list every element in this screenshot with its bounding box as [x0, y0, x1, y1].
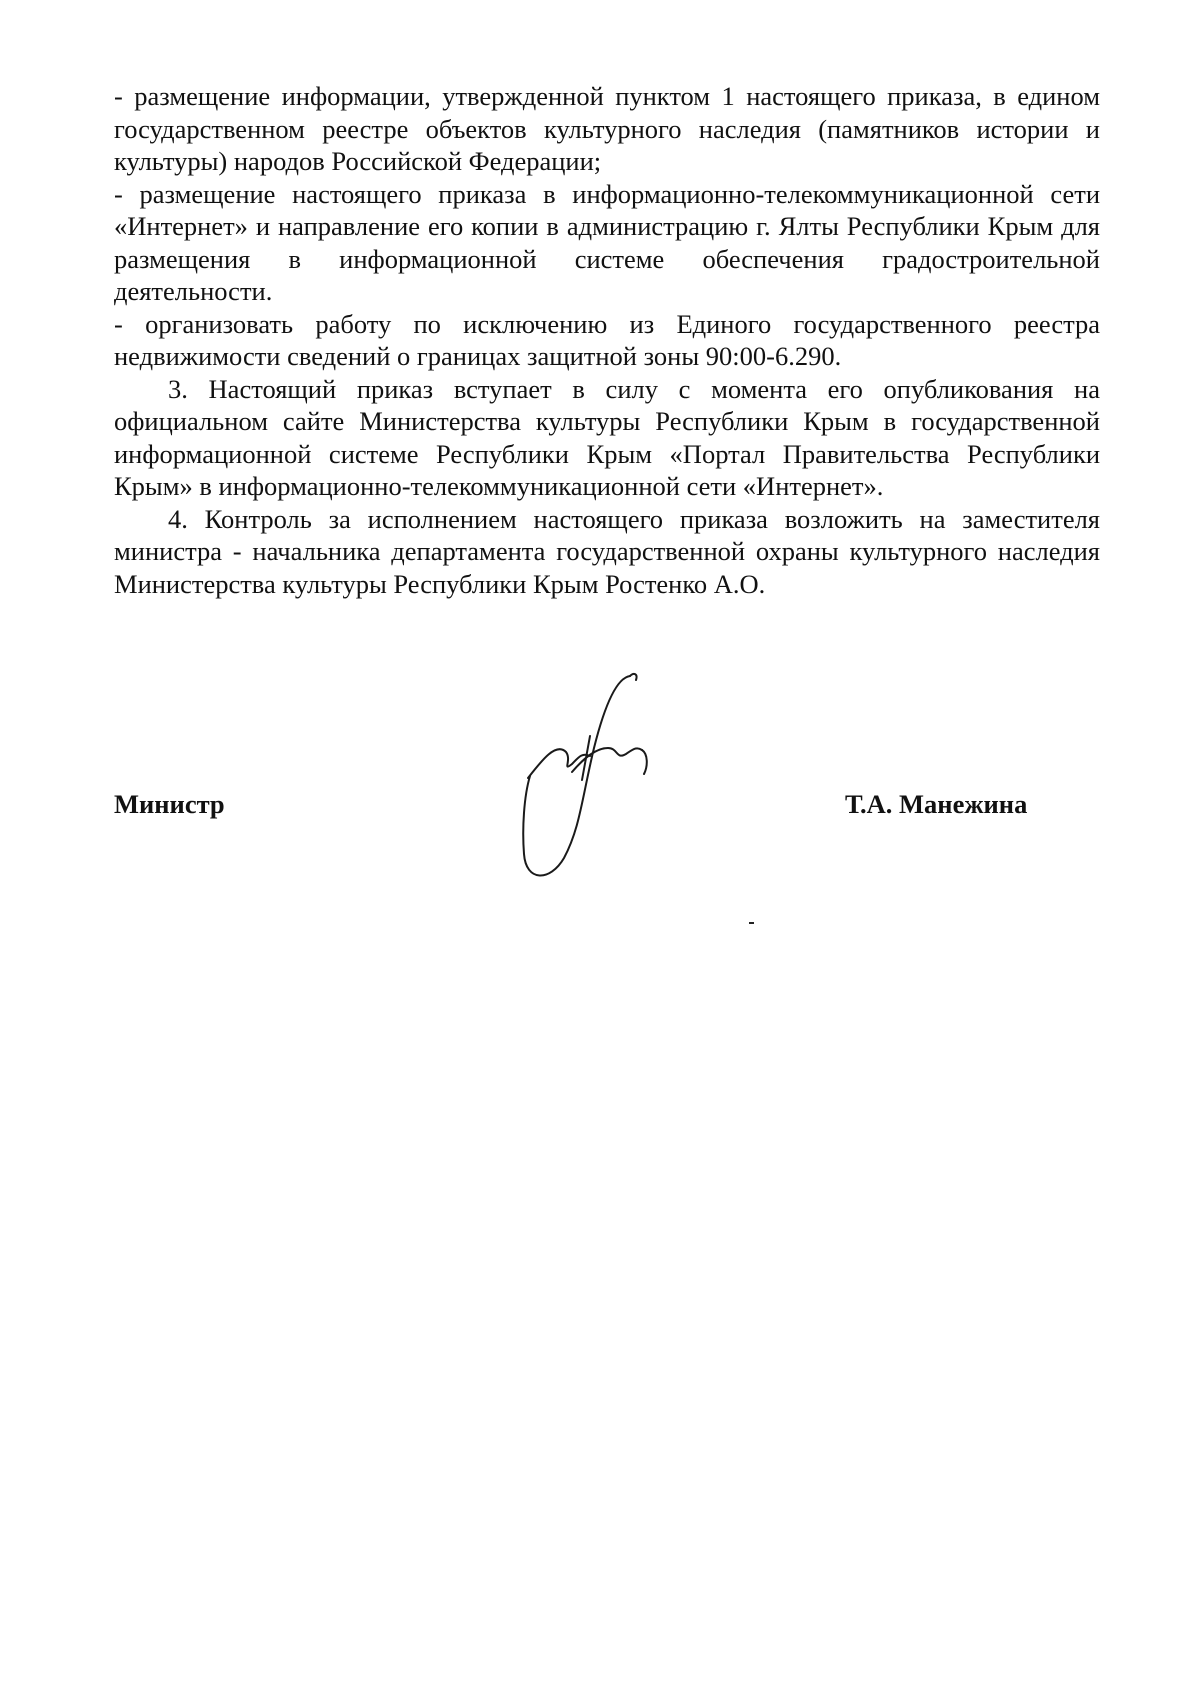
handwritten-signature: [520, 668, 720, 908]
document-body: [114, 80, 1100, 600]
paragraph-registry-placement: - размещение информации, утвержденной пунктом 1 настоящего приказа, в едином государственном реестре объектов культурного наследия (памятников истории и культуры) народов Российской Федерации;: [114, 81, 1100, 176]
paragraph-exclusion-work: - организовать работу по исключению из Единого государственного реестра недвижимости сведений о границах защитной зоны 90:00-6.290.: [114, 308, 1100, 371]
paragraph-internet-placement: - размещение настоящего приказа в информационно-телекоммуникационной сети «Интернет» и направление его копии в администрацию г. Ялты Республики Крым для размещения в информационной системе обеспечения градостроительной деятельности.: [114, 178, 1100, 306]
signatory-position: Министр: [114, 789, 225, 819]
paragraph-item-3: 3. Настоящий приказ вступает в силу с момента его опубликования на официальном сайте Министерства культуры Республики Крым в государственной информационной системе Республики Крым «Портал Правительства Республики Крым» в информационно-телекоммуникационной сети «Интернет».: [114, 373, 1100, 501]
paragraph-item-4: 4. Контроль за исполнением настоящего приказа возложить на заместителя министра - начальника департамента государственной охраны культурного наследия Министерства культуры Республики Крым Ростенко А.О.: [114, 503, 1100, 599]
signatory-name: Т.А. Манежина: [845, 789, 1028, 819]
scan-speck: [749, 922, 754, 924]
